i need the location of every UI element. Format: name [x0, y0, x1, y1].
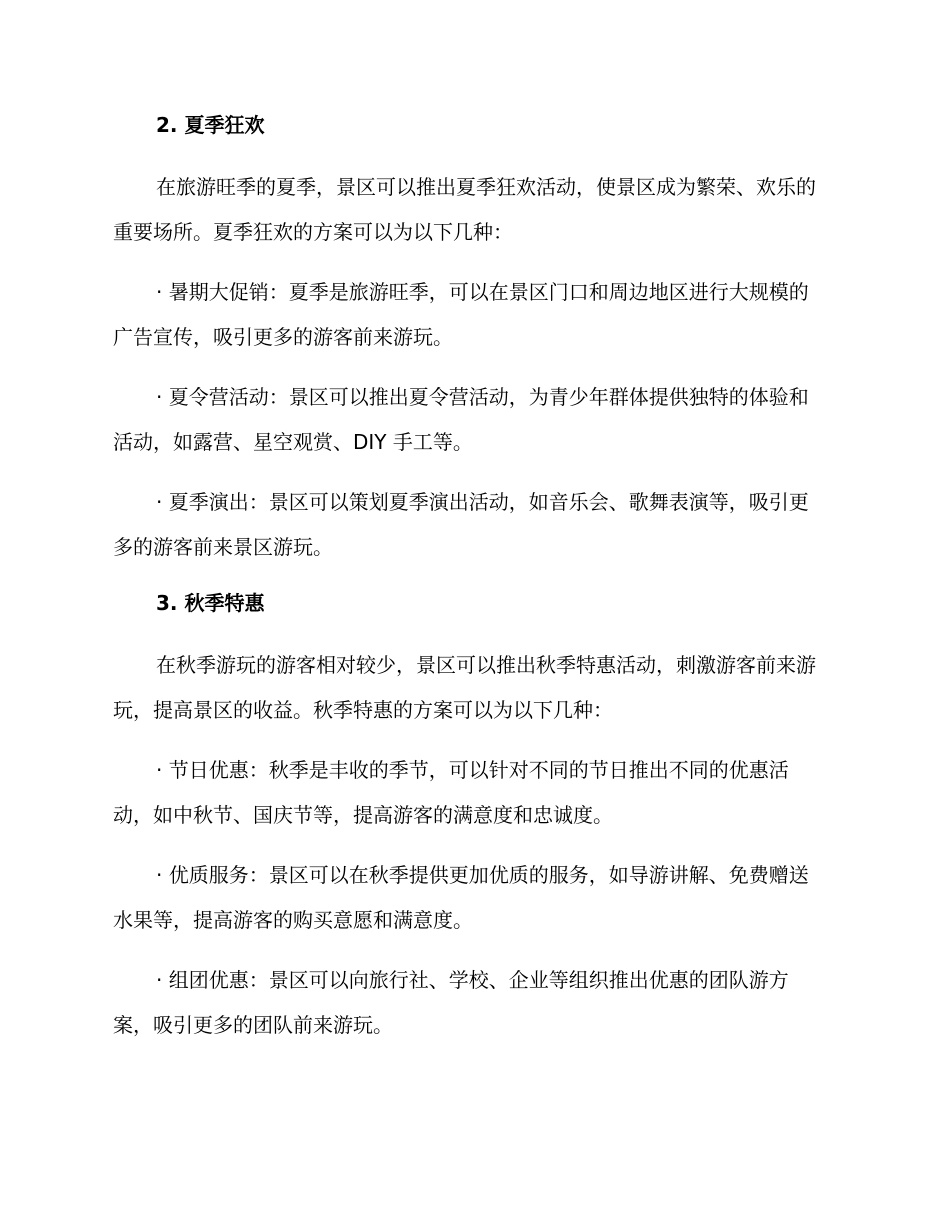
- paragraph-intro: 在旅游旺季的夏季，景区可以推出夏季狂欢活动，使景区成为繁荣、欢乐的重要场所。夏季狂欢的方案可以为以下几种：: [113, 175, 816, 244]
- bullet-summer-performance: · 夏季演出：景区可以策划夏季演出活动，如音乐会、歌舞表演等，吸引更多的游客前来景区游玩。: [113, 490, 809, 559]
- section-heading: 3. 秋季特惠: [156, 591, 265, 615]
- section-autumn-special: [113, 589, 820, 1048]
- paragraph-intro: 在秋季游玩的游客相对较少，景区可以推出秋季特惠活动，刺激游客前来游玩，提高景区的收益。秋季特惠的方案可以为以下几种：: [113, 653, 816, 722]
- bullet-summer-promotion: · 暑期大促销：夏季是旅游旺季，可以在景区门口和周边地区进行大规模的广告宣传，吸引更多的游客前来游玩。: [113, 280, 809, 349]
- section-summer-carnival: [113, 111, 820, 570]
- bullet-group-discount: · 组团优惠：景区可以向旅行社、学校、企业等组织推出优惠的团队游方案，吸引更多的团队前来游玩。: [113, 968, 789, 1037]
- bullet-quality-service: · 优质服务：景区可以在秋季提供更加优质的服务，如导游讲解、免费赠送水果等，提高游客的购买意愿和满意度。: [113, 863, 809, 932]
- bullet-summer-camp: · 夏令营活动：景区可以推出夏令营活动，为青少年群体提供独特的体验和活动，如露营、星空观赏、DIY 手工等。: [113, 385, 809, 454]
- section-heading: 2. 夏季狂欢: [156, 113, 265, 137]
- bullet-holiday-discount: · 节日优惠：秋季是丰收的季节，可以针对不同的节日推出不同的优惠活动，如中秋节、国庆节等，提高游客的满意度和忠诚度。: [113, 758, 789, 827]
